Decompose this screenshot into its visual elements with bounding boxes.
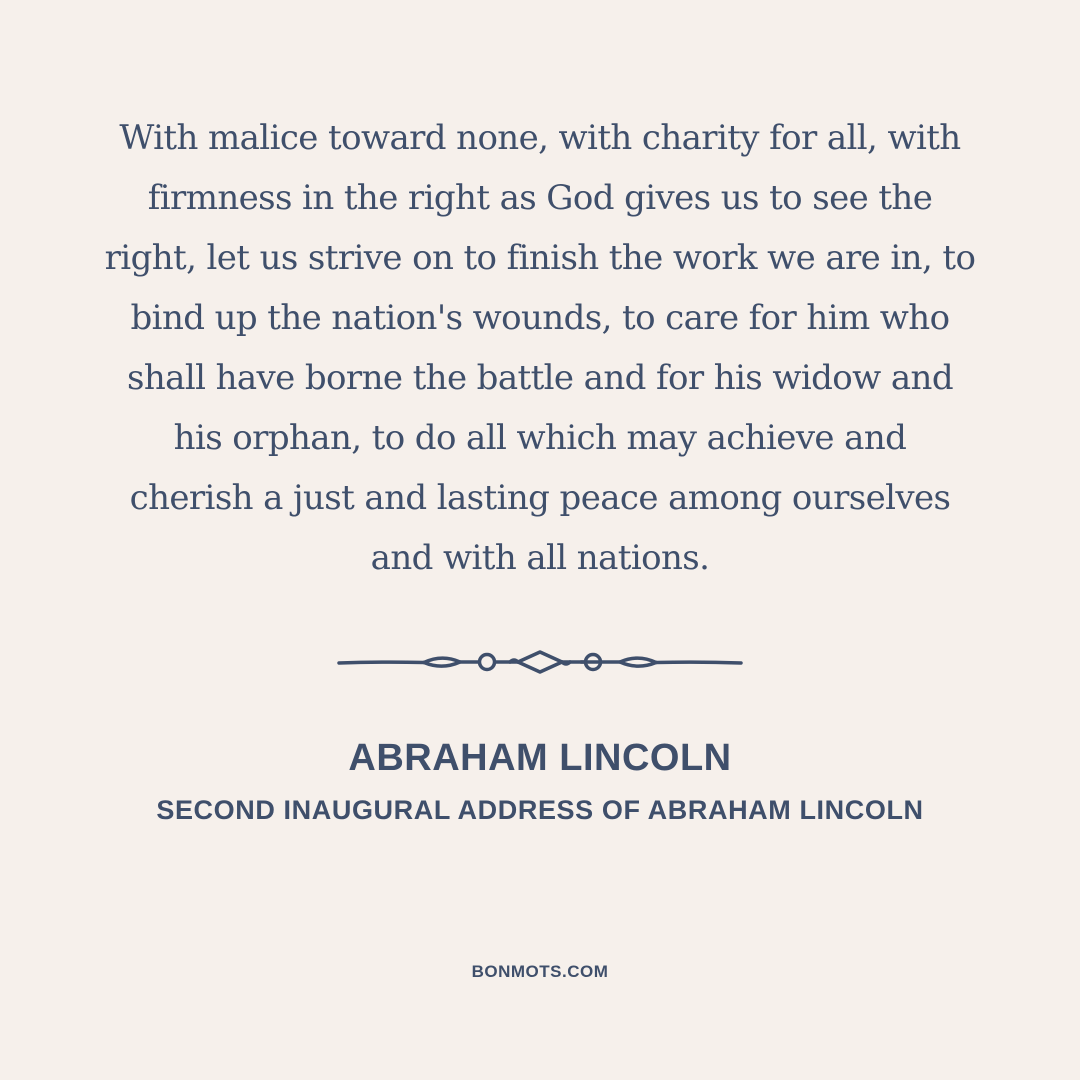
quote-text	[90, 108, 990, 588]
quote-line: right, let us strive on to finish the work we are in, to	[104, 238, 976, 278]
quote-line: With malice toward none, with charity for all, with	[119, 118, 961, 158]
quote-line: cherish a just and lasting peace among ourselves	[129, 478, 951, 518]
quote-line: firmness in the right as God gives us to see the	[147, 178, 933, 218]
ornamental-divider-icon	[336, 648, 744, 678]
author-name: ABRAHAM LINCOLN	[348, 737, 732, 779]
quote-line: bind up the nation's wounds, to care for him who	[130, 298, 950, 338]
quote-line: and with all nations.	[370, 538, 710, 578]
quote-source: SECOND INAUGURAL ADDRESS OF ABRAHAM LINCOLN	[156, 795, 924, 825]
quote-line: his orphan, to do all which may achieve and	[173, 418, 907, 458]
quote-line: shall have borne the battle and for his widow and	[127, 358, 953, 398]
site-link[interactable]: BONMOTS.COM	[471, 962, 609, 981]
